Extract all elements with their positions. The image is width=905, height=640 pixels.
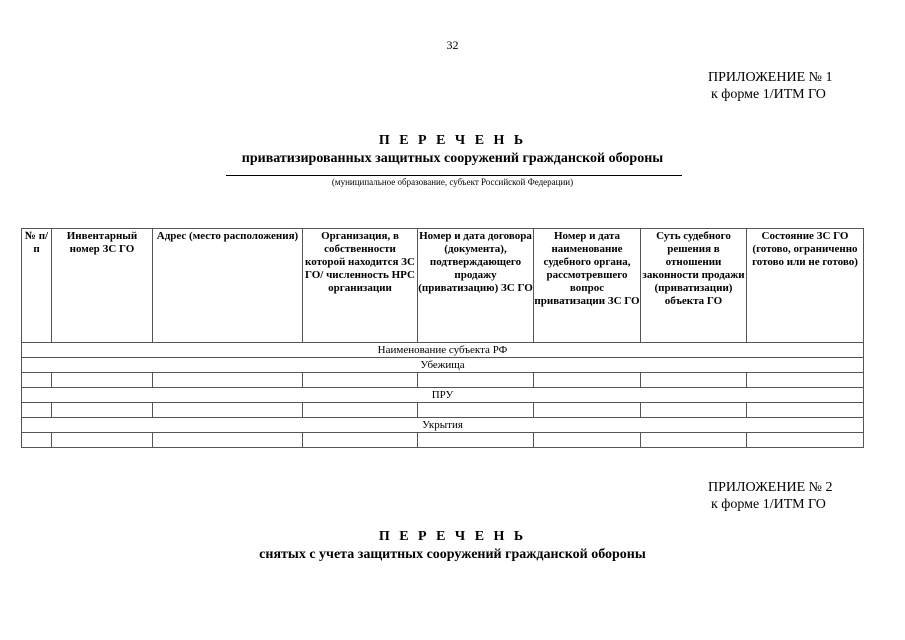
table-row [22, 433, 864, 448]
page-number: 32 [446, 38, 459, 52]
appendix-1-block [708, 69, 833, 103]
list-2-heading: П Е Р Е Ч Е Н Ь [378, 529, 527, 544]
column-header: Организация, в собственности которой находится ЗС ГО/ численность НРС организации [303, 229, 418, 343]
fill-in-hint: (муниципальное образование, субъект Российской Федерации) [331, 177, 574, 187]
section-row [22, 358, 864, 373]
column-header: Суть судебного решения в отношении законности продажи (приватизации) объекта ГО [641, 229, 747, 343]
table-header-row [22, 229, 864, 343]
section-label: Наименование субъекта РФ [22, 343, 864, 358]
list-1-subtitle: приватизированных защитных сооружений гражданской обороны [241, 151, 664, 166]
appendix-2-subtitle: к форме 1/ИТМ ГО [711, 497, 826, 512]
table-row [22, 373, 864, 388]
section-row [22, 343, 864, 358]
section-label: Убежища [22, 358, 864, 373]
appendix-1-title: ПРИЛОЖЕНИЕ № 1 [708, 70, 833, 85]
section-label: Укрытия [22, 418, 864, 433]
appendix-2-title: ПРИЛОЖЕНИЕ № 2 [708, 480, 833, 495]
list-2-subtitle: снятых с учета защитных сооружений гражданской обороны [259, 547, 646, 562]
column-header: Инвентарный номер ЗС ГО [52, 229, 153, 343]
appendix-2-block [708, 479, 833, 513]
section-row [22, 388, 864, 403]
list-1-heading: П Е Р Е Ч Е Н Ь [378, 133, 527, 148]
table-row [22, 403, 864, 418]
section-row [22, 418, 864, 433]
column-header: № п/п [22, 229, 52, 343]
column-header: Номер и дата договора (документа), подтверждающего продажу (приватизацию) ЗС ГО [418, 229, 534, 343]
appendix-1-subtitle: к форме 1/ИТМ ГО [711, 87, 826, 102]
section-label: ПРУ [22, 388, 864, 403]
fill-in-line [226, 175, 682, 176]
column-header: Адрес (место расположения) [153, 229, 303, 343]
privatized-structures-table [21, 228, 864, 448]
column-header: Номер и дата наименование судебного органа, рассмотревшего вопрос приватизации ЗС ГО [534, 229, 641, 343]
column-header: Состояние ЗС ГО (готово, ограниченно готово или не готово) [747, 229, 864, 343]
